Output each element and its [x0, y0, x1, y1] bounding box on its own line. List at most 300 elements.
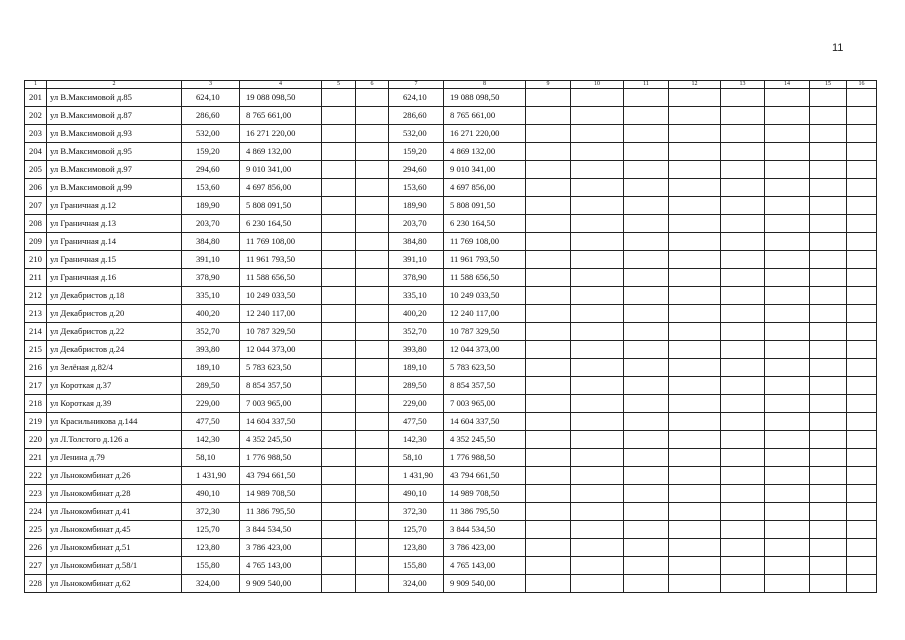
empty-cell — [322, 215, 356, 233]
empty-cell — [571, 125, 624, 143]
empty-cell — [721, 377, 765, 395]
empty-cell — [356, 485, 389, 503]
empty-cell — [847, 377, 877, 395]
empty-cell — [322, 287, 356, 305]
empty-cell — [765, 341, 810, 359]
cost-repeat-cell: 1 776 988,50 — [444, 449, 526, 467]
empty-cell — [571, 287, 624, 305]
total-area-cell: 294,60 — [182, 161, 240, 179]
empty-cell — [322, 395, 356, 413]
row-number-cell: 222 — [25, 467, 47, 485]
row-number-cell: 224 — [25, 503, 47, 521]
cost-cell: 14 989 708,50 — [240, 485, 322, 503]
empty-cell — [721, 323, 765, 341]
empty-cell — [810, 485, 847, 503]
total-area-cell: 159,20 — [182, 143, 240, 161]
empty-cell — [356, 125, 389, 143]
empty-cell — [526, 467, 571, 485]
empty-cell — [765, 143, 810, 161]
address-cell: ул Л.Толстого д.126 а — [47, 431, 182, 449]
area-repeat-cell: 153,60 — [389, 179, 444, 197]
row-number-cell: 214 — [25, 323, 47, 341]
row-number-cell: 217 — [25, 377, 47, 395]
empty-cell — [356, 503, 389, 521]
empty-cell — [356, 305, 389, 323]
empty-cell — [526, 341, 571, 359]
total-area-cell: 153,60 — [182, 179, 240, 197]
empty-cell — [356, 395, 389, 413]
total-area-cell: 189,10 — [182, 359, 240, 377]
table-row — [25, 431, 877, 449]
empty-cell — [765, 287, 810, 305]
table-row — [25, 557, 877, 575]
empty-cell — [721, 125, 765, 143]
row-number-cell: 212 — [25, 287, 47, 305]
total-area-cell: 378,90 — [182, 269, 240, 287]
empty-cell — [810, 431, 847, 449]
empty-cell — [765, 521, 810, 539]
table-row — [25, 179, 877, 197]
cost-cell: 4 697 856,00 — [240, 179, 322, 197]
empty-cell — [322, 341, 356, 359]
empty-cell — [721, 161, 765, 179]
empty-cell — [847, 575, 877, 593]
table-row — [25, 251, 877, 269]
table-row — [25, 359, 877, 377]
cost-repeat-cell: 10 249 033,50 — [444, 287, 526, 305]
empty-cell — [721, 287, 765, 305]
empty-cell — [765, 251, 810, 269]
empty-cell — [847, 305, 877, 323]
cost-repeat-cell: 10 787 329,50 — [444, 323, 526, 341]
column-number-2: 2 — [47, 81, 182, 89]
empty-cell — [669, 449, 721, 467]
area-repeat-cell: 125,70 — [389, 521, 444, 539]
column-number-8: 8 — [444, 81, 526, 89]
address-cell: ул В.Максимовой д.99 — [47, 179, 182, 197]
row-number-cell: 210 — [25, 251, 47, 269]
address-cell: ул Красильникова д.144 — [47, 413, 182, 431]
empty-cell — [721, 89, 765, 107]
empty-cell — [810, 503, 847, 521]
empty-cell — [810, 467, 847, 485]
cost-cell: 9 010 341,00 — [240, 161, 322, 179]
empty-cell — [322, 539, 356, 557]
empty-cell — [624, 107, 669, 125]
empty-cell — [571, 215, 624, 233]
address-cell: ул Ленина д.79 — [47, 449, 182, 467]
total-area-cell: 142,30 — [182, 431, 240, 449]
cost-repeat-cell: 7 003 965,00 — [444, 395, 526, 413]
address-cell: ул Льнокомбинат д.62 — [47, 575, 182, 593]
empty-cell — [847, 107, 877, 125]
empty-cell — [322, 161, 356, 179]
empty-cell — [356, 413, 389, 431]
empty-cell — [526, 107, 571, 125]
total-area-cell: 372,30 — [182, 503, 240, 521]
empty-cell — [571, 197, 624, 215]
cost-cell: 7 003 965,00 — [240, 395, 322, 413]
row-number-cell: 205 — [25, 161, 47, 179]
empty-cell — [669, 359, 721, 377]
table-row — [25, 125, 877, 143]
empty-cell — [810, 395, 847, 413]
area-repeat-cell: 490,10 — [389, 485, 444, 503]
area-repeat-cell: 384,80 — [389, 233, 444, 251]
cost-repeat-cell: 43 794 661,50 — [444, 467, 526, 485]
address-cell: ул Льнокомбинат д.41 — [47, 503, 182, 521]
address-cell: ул Граничная д.12 — [47, 197, 182, 215]
empty-cell — [765, 539, 810, 557]
empty-cell — [624, 197, 669, 215]
cost-repeat-cell: 11 588 656,50 — [444, 269, 526, 287]
row-number-cell: 213 — [25, 305, 47, 323]
area-repeat-cell: 189,90 — [389, 197, 444, 215]
empty-cell — [571, 305, 624, 323]
cost-repeat-cell: 4 869 132,00 — [444, 143, 526, 161]
empty-cell — [669, 575, 721, 593]
cost-repeat-cell: 19 088 098,50 — [444, 89, 526, 107]
cost-repeat-cell: 11 769 108,00 — [444, 233, 526, 251]
column-number-16: 16 — [847, 81, 877, 89]
empty-cell — [669, 395, 721, 413]
empty-cell — [624, 287, 669, 305]
empty-cell — [571, 575, 624, 593]
total-area-cell: 189,90 — [182, 197, 240, 215]
empty-cell — [571, 323, 624, 341]
empty-cell — [356, 323, 389, 341]
empty-cell — [765, 395, 810, 413]
empty-cell — [526, 449, 571, 467]
empty-cell — [765, 161, 810, 179]
empty-cell — [669, 197, 721, 215]
table-row — [25, 413, 877, 431]
area-repeat-cell: 203,70 — [389, 215, 444, 233]
column-number-6: 6 — [356, 81, 389, 89]
empty-cell — [624, 125, 669, 143]
row-number-cell: 219 — [25, 413, 47, 431]
empty-cell — [847, 359, 877, 377]
row-number-cell: 221 — [25, 449, 47, 467]
empty-cell — [322, 467, 356, 485]
cost-cell: 5 808 091,50 — [240, 197, 322, 215]
area-repeat-cell: 400,20 — [389, 305, 444, 323]
empty-cell — [847, 521, 877, 539]
table-row — [25, 449, 877, 467]
empty-cell — [322, 305, 356, 323]
empty-cell — [526, 485, 571, 503]
table-row — [25, 467, 877, 485]
empty-cell — [847, 449, 877, 467]
empty-cell — [765, 107, 810, 125]
empty-cell — [847, 323, 877, 341]
area-repeat-cell: 532,00 — [389, 125, 444, 143]
empty-cell — [847, 215, 877, 233]
empty-cell — [847, 467, 877, 485]
cost-cell: 43 794 661,50 — [240, 467, 322, 485]
empty-cell — [571, 107, 624, 125]
empty-cell — [624, 413, 669, 431]
column-number-5: 5 — [322, 81, 356, 89]
cost-cell: 11 961 793,50 — [240, 251, 322, 269]
empty-cell — [847, 269, 877, 287]
area-repeat-cell: 289,50 — [389, 377, 444, 395]
empty-cell — [322, 521, 356, 539]
empty-cell — [624, 521, 669, 539]
empty-cell — [571, 521, 624, 539]
empty-cell — [322, 323, 356, 341]
empty-cell — [624, 485, 669, 503]
empty-cell — [810, 377, 847, 395]
empty-cell — [624, 557, 669, 575]
empty-cell — [526, 251, 571, 269]
address-cell: ул Декабристов д.18 — [47, 287, 182, 305]
address-cell: ул Зелёная д.82/4 — [47, 359, 182, 377]
column-number-10: 10 — [571, 81, 624, 89]
address-cell: ул В.Максимовой д.95 — [47, 143, 182, 161]
empty-cell — [765, 557, 810, 575]
empty-cell — [765, 449, 810, 467]
cost-cell: 4 869 132,00 — [240, 143, 322, 161]
empty-cell — [322, 125, 356, 143]
empty-cell — [765, 485, 810, 503]
address-cell: ул Короткая д.37 — [47, 377, 182, 395]
empty-cell — [322, 179, 356, 197]
empty-cell — [669, 287, 721, 305]
empty-cell — [847, 539, 877, 557]
empty-cell — [721, 557, 765, 575]
empty-cell — [847, 395, 877, 413]
empty-cell — [669, 503, 721, 521]
empty-cell — [571, 233, 624, 251]
empty-cell — [669, 89, 721, 107]
empty-cell — [356, 359, 389, 377]
cost-repeat-cell: 3 844 534,50 — [444, 521, 526, 539]
empty-cell — [810, 323, 847, 341]
empty-cell — [847, 197, 877, 215]
empty-cell — [847, 557, 877, 575]
column-number-12: 12 — [669, 81, 721, 89]
row-number-cell: 203 — [25, 125, 47, 143]
empty-cell — [624, 341, 669, 359]
empty-cell — [765, 503, 810, 521]
empty-cell — [765, 413, 810, 431]
empty-cell — [669, 179, 721, 197]
cost-repeat-cell: 5 783 623,50 — [444, 359, 526, 377]
empty-cell — [526, 197, 571, 215]
cost-cell: 8 765 661,00 — [240, 107, 322, 125]
empty-cell — [721, 431, 765, 449]
cost-cell: 4 765 143,00 — [240, 557, 322, 575]
empty-cell — [669, 377, 721, 395]
empty-cell — [624, 89, 669, 107]
column-number-15: 15 — [810, 81, 847, 89]
total-area-cell: 125,70 — [182, 521, 240, 539]
row-number-cell: 223 — [25, 485, 47, 503]
area-repeat-cell: 159,20 — [389, 143, 444, 161]
table-row — [25, 215, 877, 233]
empty-cell — [624, 143, 669, 161]
cost-cell: 4 352 245,50 — [240, 431, 322, 449]
empty-cell — [810, 575, 847, 593]
address-cell: ул Льнокомбинат д.45 — [47, 521, 182, 539]
address-cell: ул В.Максимовой д.97 — [47, 161, 182, 179]
row-number-cell: 220 — [25, 431, 47, 449]
row-number-cell: 211 — [25, 269, 47, 287]
empty-cell — [356, 251, 389, 269]
cost-cell: 14 604 337,50 — [240, 413, 322, 431]
area-repeat-cell: 58,10 — [389, 449, 444, 467]
empty-cell — [847, 125, 877, 143]
table-row — [25, 575, 877, 593]
empty-cell — [847, 503, 877, 521]
cost-cell: 11 769 108,00 — [240, 233, 322, 251]
cost-repeat-cell: 11 386 795,50 — [444, 503, 526, 521]
row-number-cell: 202 — [25, 107, 47, 125]
empty-cell — [669, 251, 721, 269]
area-repeat-cell: 142,30 — [389, 431, 444, 449]
empty-cell — [526, 359, 571, 377]
empty-cell — [526, 305, 571, 323]
empty-cell — [624, 179, 669, 197]
empty-cell — [526, 161, 571, 179]
table-row — [25, 521, 877, 539]
empty-cell — [526, 287, 571, 305]
area-repeat-cell: 189,10 — [389, 359, 444, 377]
table-row — [25, 161, 877, 179]
empty-cell — [765, 305, 810, 323]
empty-cell — [810, 251, 847, 269]
total-area-cell: 384,80 — [182, 233, 240, 251]
empty-cell — [356, 575, 389, 593]
cost-cell: 10 249 033,50 — [240, 287, 322, 305]
area-repeat-cell: 624,10 — [389, 89, 444, 107]
empty-cell — [526, 557, 571, 575]
empty-cell — [847, 179, 877, 197]
row-number-cell: 208 — [25, 215, 47, 233]
empty-cell — [810, 107, 847, 125]
empty-cell — [356, 539, 389, 557]
empty-cell — [721, 143, 765, 161]
cost-cell: 16 271 220,00 — [240, 125, 322, 143]
empty-cell — [765, 269, 810, 287]
row-number-cell: 201 — [25, 89, 47, 107]
empty-cell — [847, 413, 877, 431]
empty-cell — [669, 233, 721, 251]
cost-repeat-cell: 12 044 373,00 — [444, 341, 526, 359]
empty-cell — [721, 305, 765, 323]
empty-cell — [847, 89, 877, 107]
table-row — [25, 341, 877, 359]
empty-cell — [721, 485, 765, 503]
empty-cell — [810, 161, 847, 179]
cost-repeat-cell: 11 961 793,50 — [444, 251, 526, 269]
empty-cell — [669, 161, 721, 179]
empty-cell — [765, 89, 810, 107]
address-cell: ул Декабристов д.20 — [47, 305, 182, 323]
empty-cell — [810, 269, 847, 287]
empty-cell — [356, 161, 389, 179]
empty-cell — [669, 269, 721, 287]
table-row — [25, 485, 877, 503]
cost-repeat-cell: 8 765 661,00 — [444, 107, 526, 125]
table-row — [25, 107, 877, 125]
cost-cell: 11 386 795,50 — [240, 503, 322, 521]
cost-cell: 12 044 373,00 — [240, 341, 322, 359]
area-repeat-cell: 1 431,90 — [389, 467, 444, 485]
empty-cell — [356, 215, 389, 233]
table-row — [25, 323, 877, 341]
empty-cell — [356, 269, 389, 287]
empty-cell — [571, 359, 624, 377]
empty-cell — [721, 575, 765, 593]
empty-cell — [810, 89, 847, 107]
empty-cell — [847, 341, 877, 359]
empty-cell — [322, 503, 356, 521]
total-area-cell: 229,00 — [182, 395, 240, 413]
table-row — [25, 233, 877, 251]
empty-cell — [526, 179, 571, 197]
empty-cell — [356, 449, 389, 467]
row-number-cell: 227 — [25, 557, 47, 575]
empty-cell — [721, 539, 765, 557]
cost-repeat-cell: 8 854 357,50 — [444, 377, 526, 395]
empty-cell — [624, 431, 669, 449]
empty-cell — [669, 215, 721, 233]
page-number: 11 — [832, 42, 844, 54]
total-area-cell: 391,10 — [182, 251, 240, 269]
address-cell: ул Короткая д.39 — [47, 395, 182, 413]
cost-cell: 1 776 988,50 — [240, 449, 322, 467]
empty-cell — [810, 449, 847, 467]
cost-repeat-cell: 6 230 164,50 — [444, 215, 526, 233]
empty-cell — [526, 575, 571, 593]
address-cell: ул Льнокомбинат д.26 — [47, 467, 182, 485]
empty-cell — [624, 467, 669, 485]
empty-cell — [721, 395, 765, 413]
empty-cell — [721, 413, 765, 431]
empty-cell — [526, 539, 571, 557]
empty-cell — [765, 233, 810, 251]
empty-cell — [810, 413, 847, 431]
row-number-cell: 218 — [25, 395, 47, 413]
cost-cell: 12 240 117,00 — [240, 305, 322, 323]
table-row — [25, 197, 877, 215]
empty-cell — [721, 233, 765, 251]
empty-cell — [847, 143, 877, 161]
table-row — [25, 395, 877, 413]
empty-cell — [322, 431, 356, 449]
empty-cell — [322, 413, 356, 431]
empty-cell — [526, 431, 571, 449]
empty-cell — [356, 107, 389, 125]
empty-cell — [356, 287, 389, 305]
empty-cell — [669, 557, 721, 575]
empty-cell — [669, 125, 721, 143]
empty-cell — [526, 323, 571, 341]
empty-cell — [526, 377, 571, 395]
empty-cell — [721, 107, 765, 125]
empty-cell — [571, 557, 624, 575]
empty-cell — [669, 341, 721, 359]
total-area-cell: 1 431,90 — [182, 467, 240, 485]
empty-cell — [721, 467, 765, 485]
empty-cell — [571, 467, 624, 485]
total-area-cell: 324,00 — [182, 575, 240, 593]
row-number-cell: 209 — [25, 233, 47, 251]
empty-cell — [356, 197, 389, 215]
empty-cell — [624, 539, 669, 557]
